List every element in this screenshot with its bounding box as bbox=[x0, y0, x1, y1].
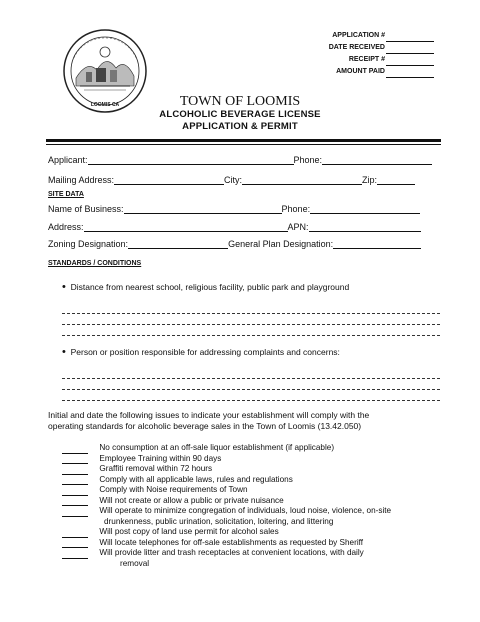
initial-field[interactable] bbox=[62, 476, 88, 485]
mailing-field[interactable] bbox=[114, 174, 224, 185]
initial-field[interactable] bbox=[62, 539, 88, 548]
zoning-label: Zoning Designation: bbox=[48, 239, 129, 249]
city-field[interactable] bbox=[242, 174, 362, 185]
standards-intro-line1: Initial and date the following issues to indicate your establishment will comply with the bbox=[48, 410, 370, 420]
list-item: Will not create or allow a public or private nuisance bbox=[62, 496, 391, 507]
general-plan-field[interactable] bbox=[333, 238, 421, 249]
zoning-field[interactable] bbox=[128, 238, 228, 249]
standards-intro bbox=[48, 410, 369, 432]
business-label: Name of Business: bbox=[48, 204, 124, 214]
initial-field[interactable] bbox=[62, 445, 88, 454]
amount-paid-label: AMOUNT PAID bbox=[336, 68, 385, 75]
application-number-label: APPLICATION # bbox=[332, 32, 385, 39]
town-title: TOWN OF LOOMIS bbox=[179, 94, 301, 109]
date-received-label: DATE RECEIVED bbox=[328, 44, 385, 51]
form-title-line2: APPLICATION & PERMIT bbox=[182, 121, 298, 132]
list-item: Will locate telephones for off-sale establishments as requested by Sheriff bbox=[62, 538, 391, 549]
address-label: Address: bbox=[48, 222, 84, 232]
bullet-icon: • bbox=[62, 281, 66, 293]
business-row bbox=[48, 203, 420, 214]
bullet-complaints bbox=[62, 346, 340, 358]
list-item: Will post copy of land use permit for alcohol sales bbox=[62, 527, 391, 538]
answer-line[interactable] bbox=[62, 389, 440, 390]
bullet-complaints-text: Person or position responsible for addressing complaints and concerns: bbox=[70, 347, 340, 357]
standards-list bbox=[62, 443, 391, 569]
header-rule-thick bbox=[46, 139, 441, 142]
general-plan-label: General Plan Designation: bbox=[228, 239, 334, 249]
answer-line[interactable] bbox=[62, 324, 440, 325]
standards-heading: STANDARDS / CONDITIONS bbox=[48, 260, 142, 267]
apn-field[interactable] bbox=[309, 221, 421, 232]
zoning-row bbox=[48, 238, 421, 249]
initial-field[interactable] bbox=[62, 529, 88, 538]
bullet-icon: • bbox=[62, 346, 66, 358]
zip-label: Zip: bbox=[362, 175, 378, 185]
apn-label: APN: bbox=[287, 222, 309, 232]
list-item: No consumption at an off-sale liquor establishment (if applicable) bbox=[62, 443, 391, 454]
amount-paid-field[interactable] bbox=[386, 68, 434, 78]
answer-line[interactable] bbox=[62, 378, 440, 379]
standards-intro-line2: operating standards for alcoholic beverage sales in the Town of Loomis (13.42.050) bbox=[48, 421, 362, 431]
business-field[interactable] bbox=[124, 203, 282, 214]
initial-field[interactable] bbox=[62, 508, 88, 517]
bullet-distance-text: Distance from nearest school, religious facility, public park and playground bbox=[70, 282, 350, 292]
zip-field[interactable] bbox=[377, 174, 415, 185]
mailing-row bbox=[48, 174, 415, 185]
site-data-heading: SITE DATA bbox=[48, 191, 84, 198]
answer-line[interactable] bbox=[62, 400, 440, 401]
list-item: Employee Training within 90 days bbox=[62, 454, 391, 465]
phone-label: Phone: bbox=[281, 204, 311, 214]
bullet-distance bbox=[62, 281, 349, 293]
date-received-field[interactable] bbox=[386, 44, 434, 54]
office-use-block bbox=[329, 30, 434, 78]
form-title-line1: ALCOHOLIC BEVERAGE LICENSE bbox=[159, 109, 321, 120]
receipt-number-field[interactable] bbox=[386, 56, 434, 66]
address-row bbox=[48, 221, 421, 232]
address-field[interactable] bbox=[84, 221, 288, 232]
applicant-row bbox=[48, 154, 432, 165]
list-item-continued: removal bbox=[120, 558, 150, 568]
initial-field[interactable] bbox=[62, 550, 88, 559]
business-phone-field[interactable] bbox=[310, 203, 420, 214]
initial-field[interactable] bbox=[62, 487, 88, 496]
list-item: Graffiti removal within 72 hours bbox=[62, 464, 391, 475]
city-label: City: bbox=[224, 175, 243, 185]
receipt-number-label: RECEIPT # bbox=[348, 56, 385, 63]
list-item: Will provide litter and trash receptacles at convenient locations, with daily bbox=[62, 548, 391, 559]
list-item: Comply with Noise requirements of Town bbox=[62, 485, 391, 496]
mailing-label: Mailing Address: bbox=[48, 175, 115, 185]
list-item-continued: drunkenness, public urination, solicitation, loitering, and littering bbox=[104, 516, 334, 526]
phone-label: Phone: bbox=[293, 155, 323, 165]
initial-field[interactable] bbox=[62, 497, 88, 506]
list-item: Comply with all applicable laws, rules and regulations bbox=[62, 475, 391, 486]
initial-field[interactable] bbox=[62, 466, 88, 475]
applicant-label: Applicant: bbox=[48, 155, 88, 165]
header-rule-thin bbox=[46, 144, 441, 145]
answer-line[interactable] bbox=[62, 335, 440, 336]
applicant-phone-field[interactable] bbox=[322, 154, 432, 165]
initial-field[interactable] bbox=[62, 455, 88, 464]
seal-text: LOOMIS CA bbox=[90, 102, 120, 108]
answer-line[interactable] bbox=[62, 313, 440, 314]
applicant-field[interactable] bbox=[88, 154, 294, 165]
list-item: Will operate to minimize congregation of individuals, loud noise, violence, on-site bbox=[62, 506, 391, 517]
application-number-field[interactable] bbox=[386, 32, 434, 42]
